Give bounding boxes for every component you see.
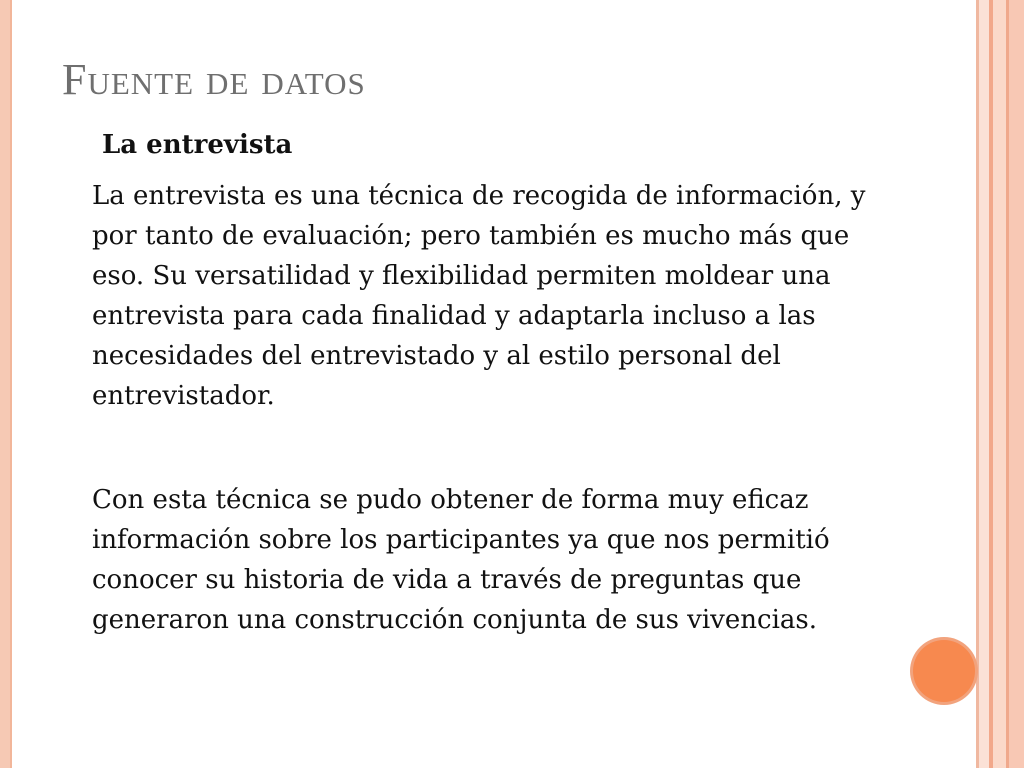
left-decorative-border	[0, 0, 12, 768]
text-line: necesidades del entrevistado y al estilo personal del	[92, 341, 781, 371]
slide-title: Fuente de datos	[62, 55, 366, 104]
text-line: por tanto de evaluación; pero también es mucho más que	[92, 221, 850, 251]
text-line: entrevista para cada finalidad y adaptarla incluso a las	[92, 301, 816, 331]
text-line: La entrevista es una técnica de recogida de información, y	[92, 181, 866, 211]
stripe	[993, 0, 1006, 768]
text-line: información sobre los participantes ya que nos permitió	[92, 525, 830, 555]
stripe	[1009, 0, 1024, 768]
right-decorative-stripes	[976, 0, 1024, 768]
text-line: conocer su historia de vida a través de preguntas que	[92, 565, 802, 595]
text-line: entrevistador.	[92, 381, 275, 411]
text-line: generaron una construcción conjunta de sus vivencias.	[92, 605, 817, 635]
text-line: eso. Su versatilidad y flexibilidad permiten moldear una	[92, 261, 831, 291]
paragraph-interview-definition	[92, 176, 972, 416]
text-line: Con esta técnica se pudo obtener de forma muy eficaz	[92, 485, 809, 515]
decorative-orange-circle	[913, 640, 975, 702]
stripe	[979, 0, 989, 768]
paragraph-technique-outcome	[92, 480, 972, 640]
slide-subtitle: La entrevista	[102, 130, 293, 160]
